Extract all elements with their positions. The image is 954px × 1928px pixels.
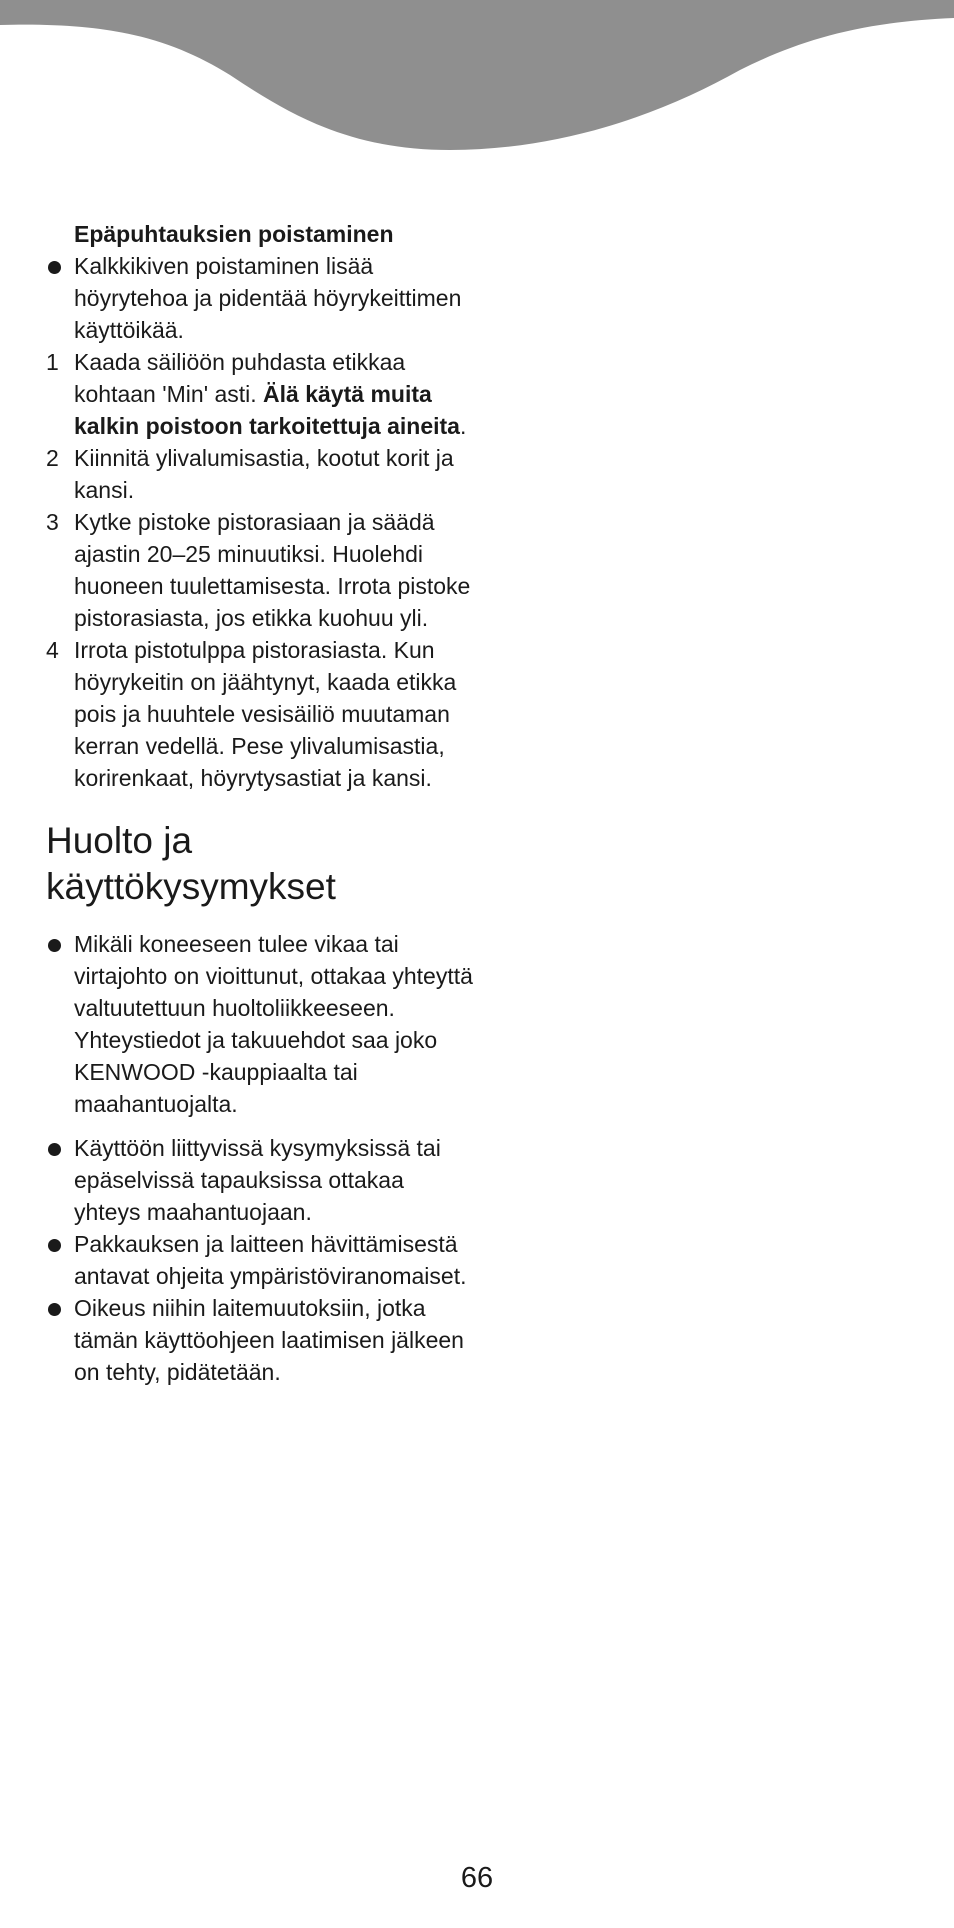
descaling-step-1 [46, 346, 476, 442]
step-number: 2 [46, 445, 59, 471]
step-text: Kaada säiliöön puhdasta etikkaa kohtaan 'Min' asti. [74, 349, 406, 407]
service-heading-line-2: käyttökysymykset [46, 866, 336, 907]
bullet-icon [48, 939, 61, 952]
bullet-text: Mikäli koneeseen tulee vikaa tai virtajohto on vioittunut, ottakaa yhteyttä valtuutettuun huoltoliikkeeseen. Yhteystiedot ja takuuehdot saa joko KENWOOD -kauppiaalta tai maahantuojalta. [74, 931, 473, 1117]
descaling-step-4 [46, 634, 476, 794]
bullet-text: Käyttöön liittyvissä kysymyksissä tai epäselvissä tapauksissa ottakaa yhteys maahantuojaan. [74, 1135, 441, 1225]
content-column [46, 218, 476, 1388]
step-number: 1 [46, 349, 59, 375]
header-wave-decoration [0, 0, 954, 160]
step-text-end: . [459, 413, 467, 439]
bullet-text: Oikeus niihin laitemuutoksiin, jotka tämän käyttöohjeen laatimisen jälkeen on tehty, pidätetään. [74, 1295, 464, 1385]
step-number: 4 [46, 637, 59, 663]
descaling-step-3 [46, 506, 476, 634]
service-bullet-3 [46, 1228, 476, 1292]
service-heading-line-1: Huolto ja [46, 820, 193, 861]
bullet-icon [48, 261, 61, 274]
service-heading [46, 818, 476, 910]
service-bullet-2 [46, 1132, 476, 1228]
step-text: Kytke pistoke pistorasiaan ja säädä ajastin 20–25 minuutiksi. Huolehdi huoneen tuulettamisesta. Irrota pistoke pistorasiasta, jos etikka kuohuu yli. [74, 509, 471, 631]
step-warning: Älä käytä muita kalkin poistoon tarkoitettuja aineita [74, 381, 460, 439]
step-text: Kiinnitä ylivalumisastia, kootut korit ja kansi. [74, 445, 454, 503]
descaling-bullet [46, 250, 476, 346]
step-number: 3 [46, 509, 59, 535]
bullet-icon [48, 1143, 61, 1156]
bullet-text: Pakkauksen ja laitteen hävittämisestä antavat ohjeita ympäristöviranomaiset. [74, 1231, 467, 1289]
bullet-icon [48, 1303, 61, 1316]
service-bullet-1 [46, 928, 476, 1120]
service-bullet-4 [46, 1292, 476, 1388]
bullet-text: Kalkkikiven poistaminen lisää höyrytehoa ja pidentää höyrykeittimen käyttöikää. [74, 253, 462, 343]
descaling-step-2 [46, 442, 476, 506]
step-text: Irrota pistotulppa pistorasiasta. Kun höyrykeitin on jäähtynyt, kaada etikka pois ja huuhtele vesisäiliö muutaman kerran vedellä. Pese ylivalumisastia, korirenkaat, höyrytysastiat ja kansi. [74, 637, 457, 791]
bullet-icon [48, 1239, 61, 1252]
descaling-heading: Epäpuhtauksien poistaminen [74, 221, 394, 247]
page-number: 66 [460, 1862, 494, 1894]
